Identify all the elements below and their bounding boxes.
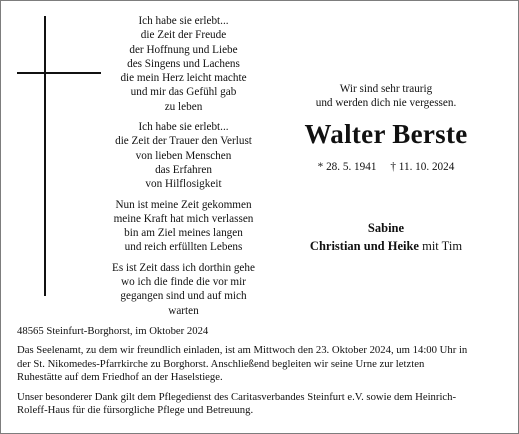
intro-line: Wir sind sehr traurig [339,83,433,95]
thanks-info [17,391,511,418]
service-line: Ruhestätte auf dem Friedhof an der Haselstiege. [17,371,223,384]
place-date: 48565 Steinfurt-Borghorst, im Oktober 2024 [17,325,209,337]
poem-line: der Hoffnung und Liebe [129,43,238,56]
poem-line: und reich erfüllten Lebens [124,241,243,254]
poem-line: gegangen sind und auf mich [120,290,247,303]
poem-line: die Zeit der Trauer den Verlust [115,135,252,148]
deceased-name: Walter Berste [304,119,468,149]
mourner-line [271,237,501,255]
poem-line: von lieben Menschen [135,149,232,162]
life-dates [271,161,501,173]
poem-line: Es ist Zeit dass ich dorthin gehe [112,261,255,274]
thanks-line: Unser besonderer Dank gilt dem Pflegedienst des Caritasverbandes Steinfurt e.V. sowie dem Heinrich- [17,390,457,403]
poem-line: Nun ist meine Zeit gekommen [115,198,252,211]
poem-line: bin am Ziel meines langen [124,227,243,240]
birth-date: * 28. 5. 1941 [317,161,377,173]
mourner-line: Sabine [367,221,405,235]
poem-line: die mein Herz leicht machte [120,72,247,85]
poem [96,14,271,324]
poem-line: zu leben [164,100,203,113]
poem-line: meine Kraft hat mich verlassen [113,212,254,225]
intro-line: und werden dich nie vergessen. [315,97,457,110]
poem-line: das Erfahren [155,163,212,176]
cross-icon-bar [17,72,101,74]
poem-stanza [96,261,271,318]
mourners [271,219,501,255]
poem-line: wo ich die finde die vor mir [121,276,246,289]
intro-text [271,82,501,111]
poem-stanza [96,14,271,114]
poem-line: des Singens und Lachens [127,57,240,70]
death-date: † 11. 10. 2024 [390,161,455,173]
mourner-names: Christian und Heike [309,239,419,253]
poem-stanza [96,120,271,191]
poem-stanza [96,198,271,255]
cross-icon [44,16,46,296]
poem-line: die Zeit der Freude [140,29,227,42]
poem-line: und mir das Gefühl gab [130,86,237,99]
poem-line: warten [168,304,199,317]
service-info [17,344,511,384]
service-line: Das Seelenamt, zu dem wir freundlich einladen, ist am Mittwoch den 23. Oktober 2024, um 14:00 Uhr in [17,344,468,357]
details [17,325,511,423]
poem-line: Ich habe sie erlebt... [138,15,229,27]
thanks-line: Roleff-Haus für die fürsorgliche Pflege und Betreuung. [17,404,254,417]
poem-line: Ich habe sie erlebt... [138,121,229,134]
poem-line: von Hilflosigkeit [145,178,222,191]
service-line: der St. Nikomedes-Pfarrkirche zu Borghorst. Anschließend begleiten wir seine Urne zur letzten [17,357,425,370]
mourner-suffix: mit Tim [418,239,463,253]
